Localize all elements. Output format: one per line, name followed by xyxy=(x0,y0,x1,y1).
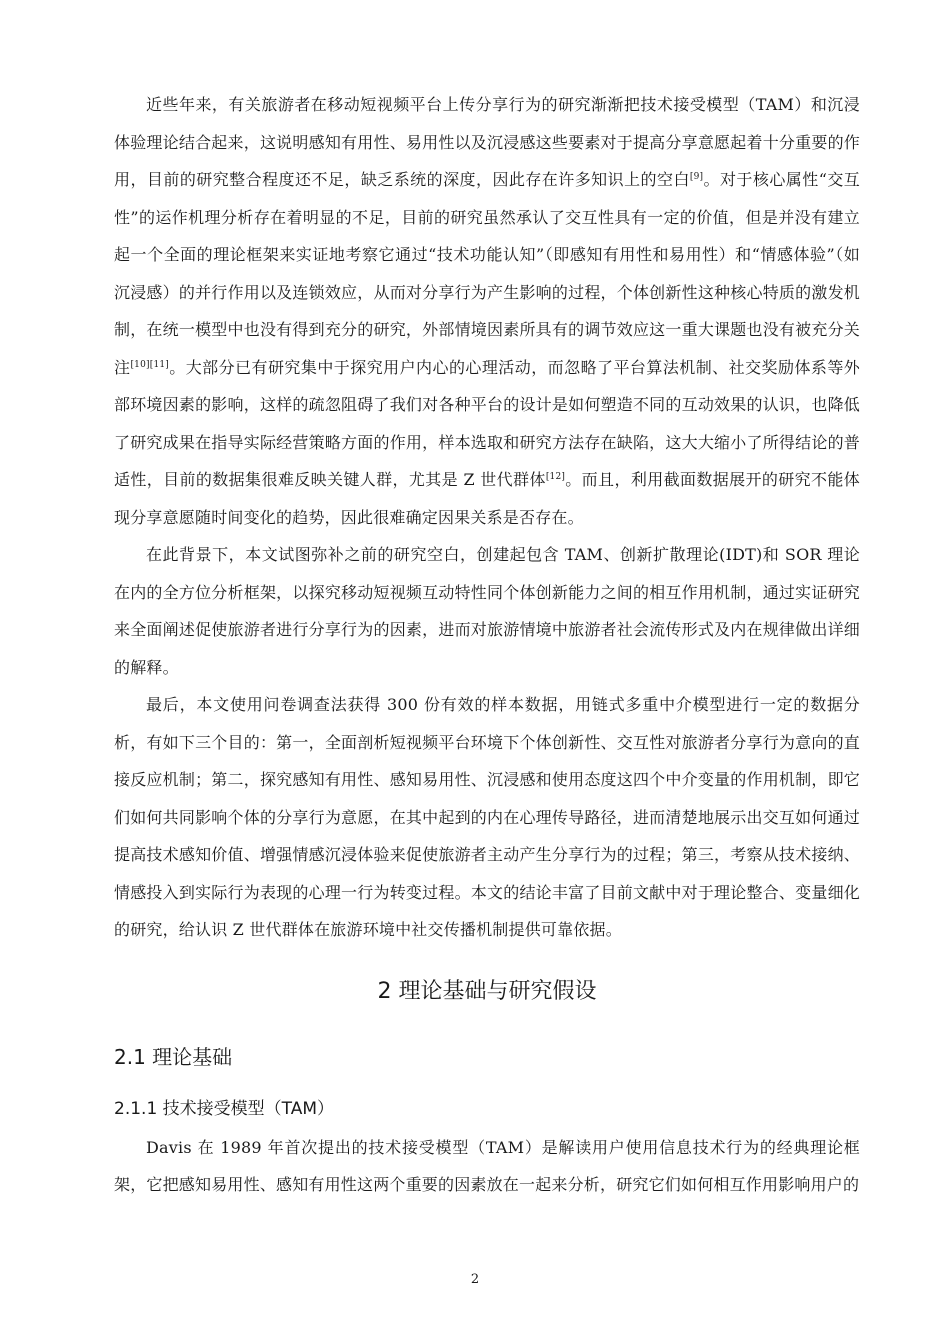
citation-ref: [9] xyxy=(689,172,704,182)
subsection-title: 2.1.1 技术接受模型（TAM） xyxy=(114,1098,335,1119)
paragraph-research-gap xyxy=(114,86,860,536)
paragraph-background: 在此背景下，本文试图弥补之前的研究空白，创建起包含 TAM、创新扩散理论(IDT)和 SOR 理论在内的全方位分析框架，以探究移动短视频互动特性同个体创新能力之间的相互作用机制，通过实证研究来全面阐述促使旅游者进行分享行为的因素，进而对旅游情境中旅游者社会流传形式及内在规律做出详细的解释。 xyxy=(114,545,860,677)
chapter-title: 2 理论基础与研究假设 xyxy=(377,978,597,1004)
paragraph-text: 。而且，利用截面数据展开的研究不能体现分享意愿随时间变化的趋势，因此很难确定因果关系是否存在。 xyxy=(114,470,860,527)
page-number: 2 xyxy=(470,1272,480,1287)
citation-ref: [12] xyxy=(545,472,566,482)
citation-ref: [10][11] xyxy=(130,359,170,370)
section-title: 2.1 理论基础 xyxy=(114,1044,233,1069)
paragraph-objectives: 最后，本文使用问卷调查法获得 300 份有效的样本数据，用链式多重中介模型进行一定的数据分析，有如下三个目的：第一，全面剖析短视频平台环境下个体创新性、交互性对旅游者分享行为意向的直接反应机制；第二，探究感知有用性、感知易用性、沉浸感和使用态度这四个中介变量的作用机制，即它们如何共同影响个体的分享行为意愿，在其中起到的内在心理传导路径，进而清楚地展示出交互如何通过提高技术感知价值、增强情感沉浸体验来促使旅游者主动产生分享行为的过程；第三，考察从技术接纳、情感投入到实际行为表现的心理一行为转变过程。本文的结论丰富了目前文献中对于理论整合、变量细化的研究，给认识 Z 世代群体在旅游环境中社交传播机制提供可靠依据。 xyxy=(114,695,860,939)
document-body xyxy=(114,86,860,1204)
paragraph-text: 近些年来，有关旅游者在移动短视频平台上传分享行为的研究渐渐把技术接受模型（TAM）和沉浸体验理论结合起来，这说明感知有用性、易用性以及沉浸感这些要素对于提高分享意愿起着十分重要的作用，目前的研究整合程度还不足，缺乏系统的深度，因此存在许多知识上的空白 xyxy=(114,95,860,189)
paragraph-text: 。大部分已有研究集中于探究用户内心的心理活动，而忽略了平台算法机制、社交奖励体系等外部环境因素的影响，这样的疏忽阻碍了我们对各种平台的设计是如何塑造不同的互动效果的认识，也降低了研究成果在指导实际经营策略方面的作用，样本选取和研究方法存在缺陷，这大大缩小了所得结论的普适性，目前的数据集很难反映关键人群，尤其是 Z 世代群体 xyxy=(114,357,860,489)
paragraph-text: 。对于核心属性“交互性”的运作机理分析存在着明显的不足，目前的研究虽然承认了交互性具有一定的价值，但是并没有建立起一个全面的理论框架来实证地考察它通过“技术功能认知”（即感知有用性和易用性）和“情感体验”（如沉浸感）的并行作用以及连锁效应，从而对分享行为产生影响的过程，个体创新性这种核心特质的激发机制，在统一模型中也没有得到充分的研究，外部情境因素所具有的调节效应这一重大课题也没有被充分关注 xyxy=(114,170,860,377)
paragraph-tam-intro: Davis 在 1989 年首次提出的技术接受模型（TAM）是解读用户使用信息技术行为的经典理论框架，它把感知易用性、感知有用性这两个重要的因素放在一起来分析，研究它们如何相互作用影响用户的 xyxy=(114,1137,860,1194)
